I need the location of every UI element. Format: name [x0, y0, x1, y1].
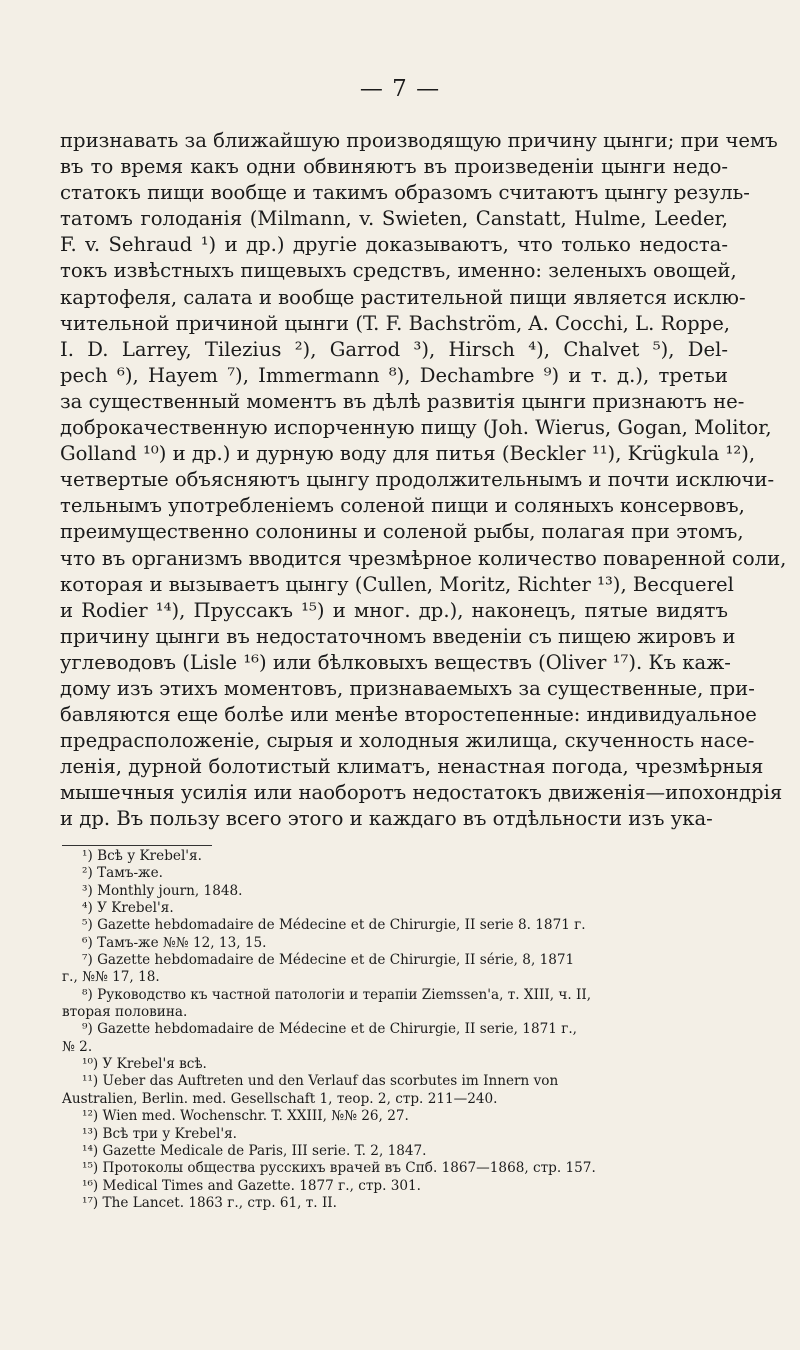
- footnote-line: ¹) Всѣ у Krebel'я.: [82, 848, 202, 864]
- text-line: Golland ¹⁰) и др.) и дурную воду для питья (Beckler ¹¹), Krügkula ¹²),: [60, 442, 756, 466]
- footnotes: [62, 848, 728, 1212]
- footnote-separator: [62, 845, 212, 846]
- text-line: и др. Въ пользу всего этого и каждаго въ отдѣльности изъ ука-: [60, 807, 713, 831]
- text-line: причину цынги въ недостаточномъ введеніи съ пищею жировъ и: [60, 624, 736, 648]
- footnote-line: ¹⁶) Medical Times and Gazette. 1877 г., стр. 301.: [82, 1177, 421, 1194]
- text-line: въ то время какъ одни обвиняютъ въ произведеніи цынги недо-: [60, 155, 728, 179]
- footnote-line: ⁷) Gazette hebdomadaire de Médecine et de Chirurgie, II série, 8, 1871: [82, 952, 575, 969]
- footnote-line: ¹¹) Ueber das Auftreten und den Verlauf das scorbutes im Innern von: [82, 1073, 559, 1090]
- text-line: картофеля, салата и вообще растительной пищи является исклю-: [60, 285, 746, 309]
- text-line: углеводовъ (Lisle ¹⁶) или бѣлковыхъ веществъ (Oliver ¹⁷). Къ каж-: [60, 650, 731, 674]
- footnote-line: ⁹) Gazette hebdomadaire de Médecine et de Chirurgie, II serie, 1871 г.,: [82, 1021, 577, 1038]
- main-text: [60, 128, 787, 833]
- text-line: тельнымъ употребленіемъ соленой пищи и соляныхъ консервовъ,: [60, 494, 745, 518]
- text-line: I. D. Larrey, Tilezius ²), Garrod ³), Hirsch ⁴), Chalvet ⁵), Del-: [60, 337, 728, 361]
- text-line: доброкачественную испорченную пищу (Joh. Wierus, Gogan, Molitor,: [60, 416, 772, 440]
- text-line: токъ извѣстныхъ пищевыхъ средствъ, именно: зеленыхъ овощей,: [60, 259, 737, 283]
- footnote-line: ¹⁵) Протоколы общества русскихъ врачей въ Спб. 1867—1868, стр. 157.: [82, 1160, 596, 1177]
- text-line: которая и вызываетъ цынгу (Cullen, Moritz, Richter ¹³), Becquerel: [60, 572, 734, 596]
- text-line: статокъ пищи вообще и такимъ образомъ считаютъ цынгу резуль-: [60, 181, 750, 205]
- text-line: чительной причиной цынги (T. F. Bachström, A. Cocchi, L. Roppe,: [60, 311, 731, 335]
- footnote-line: ⁴) У Krebel'я.: [82, 900, 174, 917]
- footnote-line: вторая половина.: [62, 1004, 188, 1021]
- text-line: мышечныя усилія или наоборотъ недостатокъ движенія—ипохондрія: [60, 781, 783, 805]
- footnote-line: г., №№ 17, 18.: [62, 969, 160, 986]
- text-line: за существенный моментъ въ дѣлѣ развитія цынги признаютъ не-: [60, 389, 745, 413]
- footnote-line: ⁶) Тамъ-же №№ 12, 13, 15.: [82, 934, 267, 951]
- footnote-line: № 2.: [62, 1038, 93, 1055]
- text-line: четвертые объясняютъ цынгу продолжительнымъ и почти исключи-: [60, 468, 775, 492]
- text-line: признавать за ближайшую производящую причину цынги; при чемъ: [60, 129, 778, 152]
- footnote-line: ⁸) Руководство къ частной патологіи и терапіи Ziemssen'а, т. XIII, ч. II,: [82, 986, 592, 1003]
- footnote-line: ⁵) Gazette hebdomadaire de Médecine et de Chirurgie, II serie 8. 1871 г.: [82, 917, 586, 934]
- footnote-line: ³) Monthly journ, 1848.: [82, 882, 243, 899]
- footnote-line: ¹⁰) У Krebel'я всѣ.: [82, 1056, 207, 1073]
- footnote-line: ¹³) Всѣ три у Krebel'я.: [82, 1125, 237, 1142]
- text-line: F. v. Sehraud ¹) и др.) другіе доказываютъ, что только недоста-: [60, 233, 728, 257]
- footnote-line: ¹²) Wien med. Wochenschr. T. XXIII, №№ 26, 27.: [82, 1108, 409, 1125]
- text-line: преимущественно солонины и соленой рыбы, полагая при этомъ,: [60, 520, 744, 544]
- text-line: ленія, дурной болотистый климатъ, ненастная погода, чрезмѣрныя: [60, 755, 764, 779]
- footnote-line: Australien, Berlin. med. Gesellschaft 1, теор. 2, стр. 211—240.: [62, 1090, 498, 1107]
- text-line: pech ⁶), Hayem ⁷), Immermann ⁸), Dechambre ⁹) и т. д.), третьи: [60, 363, 728, 387]
- text-line: татомъ голоданія (Milmann, v. Swieten, Canstatt, Hulme, Leeder,: [60, 207, 728, 231]
- footnote-line: ¹⁴) Gazette Medicale de Paris, III serie. T. 2, 1847.: [82, 1142, 427, 1159]
- page-number: — 7 —: [359, 76, 441, 102]
- text-line: что въ организмъ вводится чрезмѣрное количество поваренной соли,: [60, 546, 787, 570]
- text-line: предрасположеніе, сырыя и холодныя жилища, скученность насе-: [60, 729, 755, 753]
- text-line: и Rodier ¹⁴), Пруссакъ ¹⁵) и мног. др.), наконецъ, пятые видятъ: [60, 598, 728, 622]
- text-line: бавляются еще болѣе или менѣе второстепенные: индивидуальное: [60, 703, 757, 727]
- footnote-line: ¹⁷) The Lancet. 1863 г., стр. 61, т. II.: [82, 1194, 338, 1211]
- footnote-line: ²) Тамъ-же.: [82, 865, 163, 882]
- text-line: дому изъ этихъ моментовъ, признаваемыхъ за существенные, при-: [60, 676, 755, 700]
